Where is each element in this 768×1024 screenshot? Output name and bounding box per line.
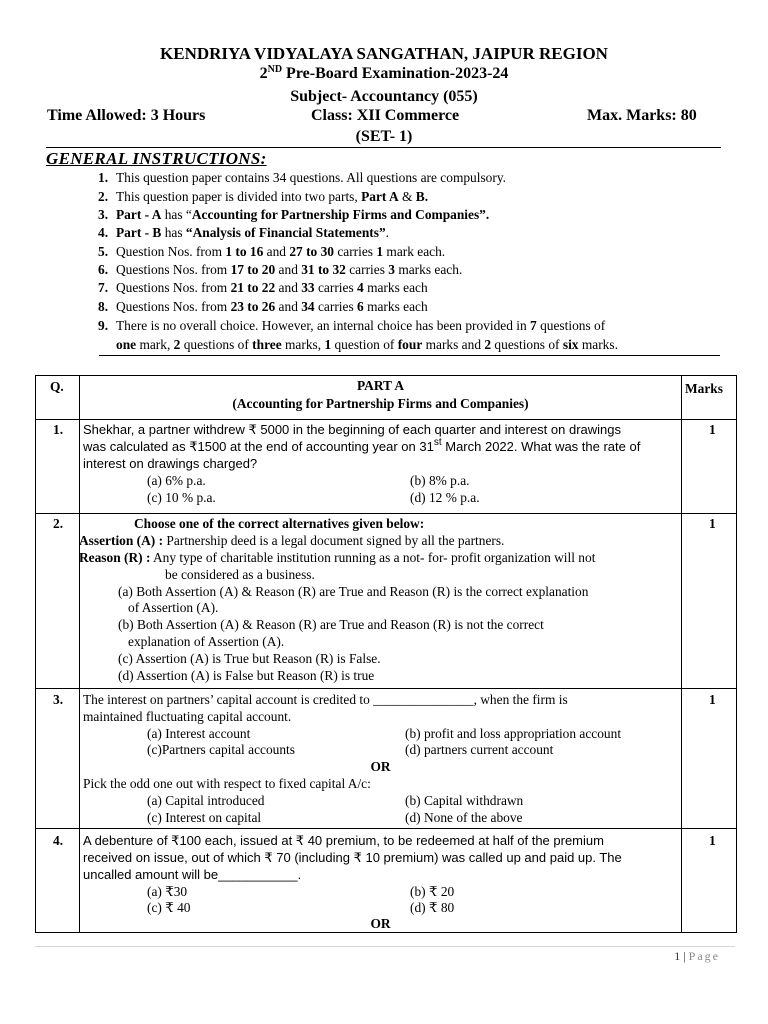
option-d: (d) partners current account — [405, 742, 554, 757]
option-d: (d) None of the above — [405, 810, 523, 825]
question-table — [35, 375, 737, 933]
question-marks: 1 — [709, 422, 716, 437]
option-c: (c) ₹ 40 — [147, 900, 191, 915]
instruction-item: 6. Questions Nos. from 17 to 20 and 31 to 32 carries 3 marks each. — [98, 262, 463, 277]
option-b: (b) Both Assertion (A) & Reason (R) are True and Reason (R) is not the correct — [118, 617, 544, 632]
question-text: was calculated as ₹1500 at the end of accounting year on 31st March 2022. What was the rate of — [83, 437, 641, 454]
assertion-line: Assertion (A) : Partnership deed is a legal document signed by all the partners. — [79, 533, 505, 548]
question-text: interest on drawings charged? — [83, 456, 258, 471]
question-text: Shekhar, a partner withdrew ₹ 5000 in the beginning of each quarter and interest on drawings — [83, 422, 622, 437]
instruction-item: 5. Question Nos. from 1 to 16 and 27 to 30 carries 1 mark each. — [98, 244, 446, 259]
row-divider — [36, 419, 736, 420]
question-number: 4. — [53, 833, 64, 848]
exam-title: 2ND Pre-Board Examination-2023-24 — [259, 64, 509, 82]
instruction-item: 1. This question paper contains 34 questions. All questions are compulsory. — [98, 170, 507, 185]
question-marks: 1 — [709, 692, 716, 707]
option-b: (b) 8% p.a. — [410, 473, 470, 488]
option-b-cont: explanation of Assertion (A). — [128, 634, 285, 649]
question-heading: Choose one of the correct alternatives given below: — [134, 516, 425, 531]
option-d: (d) 12 % p.a. — [410, 490, 480, 505]
instruction-item-cont: one mark, 2 questions of three marks, 1 question of four marks and 2 questions of six marks. — [116, 337, 618, 352]
part-title: PART A — [356, 378, 405, 393]
row-divider — [36, 513, 736, 514]
option-b: (b) Capital withdrawn — [405, 793, 524, 808]
option-a: (a) Both Assertion (A) & Reason (R) are True and Reason (R) is the correct explanation — [118, 584, 589, 599]
instruction-item: 4. Part - B has “Analysis of Financial Statements”. — [98, 225, 390, 240]
question-text: uncalled amount will be___________. — [83, 867, 302, 882]
option-d: (d) Assertion (A) is False but Reason (R) is true — [118, 668, 375, 683]
option-c: (c) Interest on capital — [147, 810, 262, 825]
question-text: A debenture of ₹100 each, issued at ₹ 40 premium, to be redeemed at half of the premium — [83, 833, 604, 848]
or-label: OR — [370, 759, 391, 774]
question-text: The interest on partners’ capital account is credited to _______________, when the firm is — [83, 692, 568, 707]
option-a-cont: of Assertion (A). — [128, 600, 219, 615]
option-a: (a) Capital introduced — [147, 793, 265, 808]
class-line: Class: XII Commerce — [311, 107, 460, 124]
question-marks: 1 — [709, 516, 716, 531]
question-text: Pick the odd one out with respect to fixed capital A/c: — [83, 776, 371, 791]
instruction-item: 3. Part - A has “Accounting for Partnership Firms and Companies”. — [98, 207, 490, 222]
header-divider — [46, 147, 721, 148]
instruction-item: 7. Questions Nos. from 21 to 22 and 33 carries 4 marks each — [98, 280, 428, 295]
set-line: (SET- 1) — [355, 128, 413, 145]
page-footer: 1 | Page — [674, 949, 720, 963]
footer-divider — [35, 946, 735, 947]
row-divider — [36, 828, 736, 829]
instructions-title: GENERAL INSTRUCTIONS: — [46, 149, 267, 168]
question-number: 1. — [53, 422, 64, 437]
row-divider — [36, 688, 736, 689]
time-allowed: Time Allowed: 3 Hours — [47, 107, 206, 124]
reason-line: Reason (R) : Any type of charitable institution running as a not- for- profit organization will not — [79, 550, 596, 565]
col-header-marks: Marks — [685, 381, 723, 396]
max-marks: Max. Marks: 80 — [587, 107, 697, 124]
col-divider — [681, 376, 682, 932]
option-c: (c) 10 % p.a. — [147, 490, 216, 505]
option-c: (c) Assertion (A) is True but Reason (R) is False. — [118, 651, 381, 666]
option-a: (a) ₹30 — [147, 884, 188, 899]
col-divider — [79, 376, 80, 932]
question-number: 2. — [53, 516, 64, 531]
option-b: (b) profit and loss appropriation account — [405, 726, 622, 741]
subject-line: Subject- Accountancy (055) — [290, 88, 478, 105]
question-text: received on issue, out of which ₹ 70 (including ₹ 10 premium) was called up and paid up. The — [83, 850, 622, 865]
option-b: (b) ₹ 20 — [410, 884, 455, 899]
question-text: maintained fluctuating capital account. — [83, 709, 292, 724]
option-a: (a) 6% p.a. — [147, 473, 206, 488]
instructions-divider — [99, 355, 720, 356]
option-a: (a) Interest account — [147, 726, 251, 741]
or-label: OR — [370, 916, 391, 931]
col-header-q: Q. — [50, 379, 64, 394]
instruction-item: 8. Questions Nos. from 23 to 26 and 34 carries 6 marks each — [98, 299, 428, 314]
reason-cont: be considered as a business. — [165, 567, 315, 582]
school-name: KENDRIYA VIDYALAYA SANGATHAN, JAIPUR REGION — [160, 44, 608, 63]
option-c: (c)Partners capital accounts — [147, 742, 295, 757]
option-d: (d) ₹ 80 — [410, 900, 455, 915]
part-subtitle: (Accounting for Partnership Firms and Companies) — [232, 396, 529, 411]
question-marks: 1 — [709, 833, 716, 848]
question-number: 3. — [53, 692, 64, 707]
instruction-item: 2. This question paper is divided into two parts, Part A & B. — [98, 189, 429, 204]
instruction-item: 9. There is no overall choice. However, an internal choice has been provided in 7 questions of — [98, 318, 606, 333]
